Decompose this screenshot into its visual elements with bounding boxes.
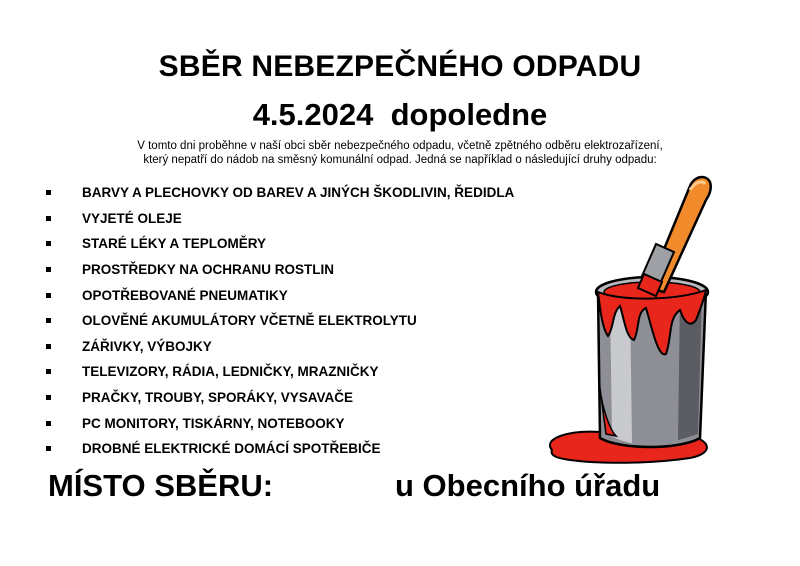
event-date: 4.5.2024 dopoledne [252, 97, 548, 132]
list-item [46, 334, 514, 360]
intro-line: který nepatří do nádob na směsný komunální odpad. Jedná se například o následující druhy odpadu: [143, 154, 657, 166]
collection-place-value: u Obecního úřadu [395, 468, 661, 503]
bullet-icon [46, 421, 51, 426]
paint-can-icon [540, 168, 750, 468]
bullet-icon [46, 344, 51, 349]
list-item [46, 231, 514, 257]
list-item [46, 180, 514, 206]
intro-line: V tomto dni proběhne v naší obci sběr nebezpečného odpadu, včetně zpětného odběru elektrozařízení, [137, 140, 663, 152]
bullet-icon [46, 293, 51, 298]
list-item-label: OLOVĚNÉ AKUMULÁTORY VČETNĚ ELEKTROLYTU [82, 313, 417, 329]
list-item-label: PRAČKY, TROUBY, SPORÁKY, VYSAVAČE [82, 390, 354, 406]
page-title: SBĚR NEBEZPEČNÉHO ODPADU [158, 50, 642, 83]
list-item [46, 308, 514, 334]
bullet-icon [46, 267, 51, 272]
list-item [46, 282, 514, 308]
waste-list [46, 180, 514, 462]
collection-place-label: MÍSTO SBĚRU: [48, 468, 274, 503]
bullet-icon [46, 318, 51, 323]
bullet-icon [46, 216, 51, 221]
bullet-icon [46, 190, 51, 195]
list-item-label: OPOTŘEBOVANÉ PNEUMATIKY [82, 287, 288, 303]
list-item-label: ZÁŘIVKY, VÝBOJKY [82, 338, 212, 354]
bullet-icon [46, 446, 51, 451]
bullet-icon [46, 369, 51, 374]
list-item-label: VYJETÉ OLEJE [82, 210, 182, 226]
list-item-label: PC MONITORY, TISKÁRNY, NOTEBOOKY [82, 415, 345, 431]
list-item-label: DROBNÉ ELEKTRICKÉ DOMÁCÍ SPOTŘEBIČE [82, 441, 381, 457]
list-item [46, 436, 514, 462]
list-item-label: STARÉ LÉKY A TEPLOMĚRY [82, 236, 267, 252]
list-item [46, 385, 514, 411]
list-item [46, 206, 514, 232]
list-item-label: BARVY A PLECHOVKY OD BAREV A JINÝCH ŠKODLIVIN, ŘEDIDLA [82, 185, 515, 201]
list-item [46, 257, 514, 283]
intro-text [0, 139, 800, 167]
list-item [46, 410, 514, 436]
list-item [46, 359, 514, 385]
bullet-icon [46, 395, 51, 400]
list-item-label: PROSTŘEDKY NA OCHRANU ROSTLIN [82, 262, 335, 278]
bullet-icon [46, 241, 51, 246]
list-item-label: TELEVIZORY, RÁDIA, LEDNIČKY, MRAZNIČKY [82, 364, 379, 380]
